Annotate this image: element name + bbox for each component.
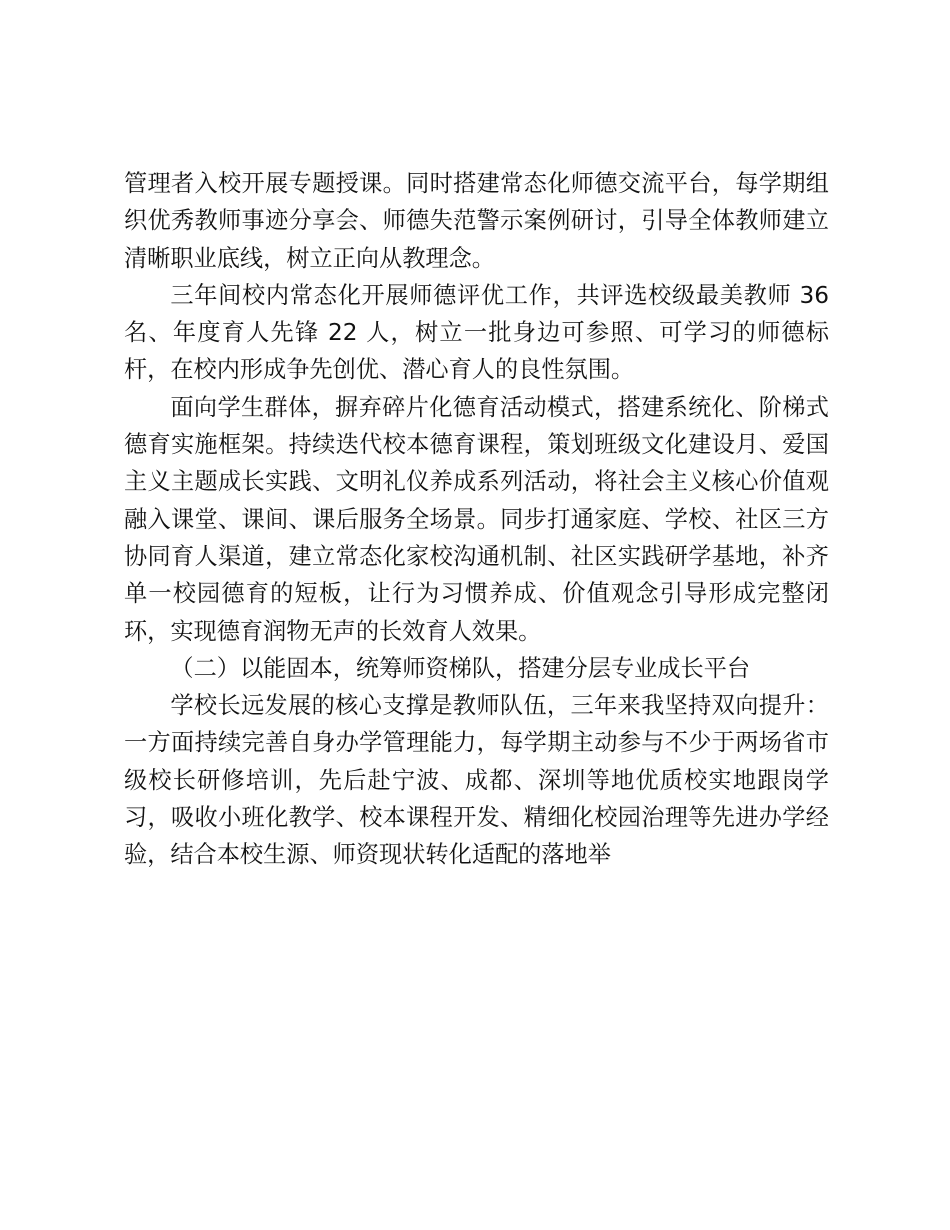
paragraph-continuation: 管理者入校开展专题授课。同时搭建常态化师德交流平台，每学期组织优秀教师事迹分享会、师德失范警示案例研讨，引导全体教师建立清晰职业底线，树立正向从教理念。 bbox=[124, 170, 829, 272]
section-heading: （二）以能固本，统筹师资梯队，搭建分层专业成长平台 bbox=[170, 654, 751, 682]
document-body bbox=[124, 165, 829, 874]
paragraph-teacher-development: 学校长远发展的核心支撑是教师队伍，三年来我坚持双向提升：一方面持续完善自身办学管理能力，每学期主动参与不少于两场省市级校长研修培训，先后赴宁波、成都、深圳等地优质校实地跟岗学习，吸收小班化教学、校本课程开发、精细化校园治理等先进办学经验，结合本校生源、师资现状转化适配的落地举 bbox=[124, 692, 829, 869]
paragraph-teacher-awards: 三年间校内常态化开展师德评优工作，共评选校级最美教师 36 名、年度育人先锋 22 人，树立一批身边可参照、可学习的师德标杆，在校内形成争先创优、潜心育人的良性氛围。 bbox=[124, 281, 829, 384]
paragraph-moral-education: 面向学生群体，摒弃碎片化德育活动模式，搭建系统化、阶梯式德育实施框架。持续迭代校本德育课程，策划班级文化建设月、爱国主义主题成长实践、文明礼仪养成系列活动，将社会主义核心价值观融入课堂、课间、课后服务全场景。同步打通家庭、学校、社区三方协同育人渠道，建立常态化家校沟通机制、社区实践研学基地，补齐单一校园德育的短板，让行为习惯养成、价值观念引导形成完整闭环，实现德育润物无声的长效育人效果。 bbox=[124, 393, 829, 645]
